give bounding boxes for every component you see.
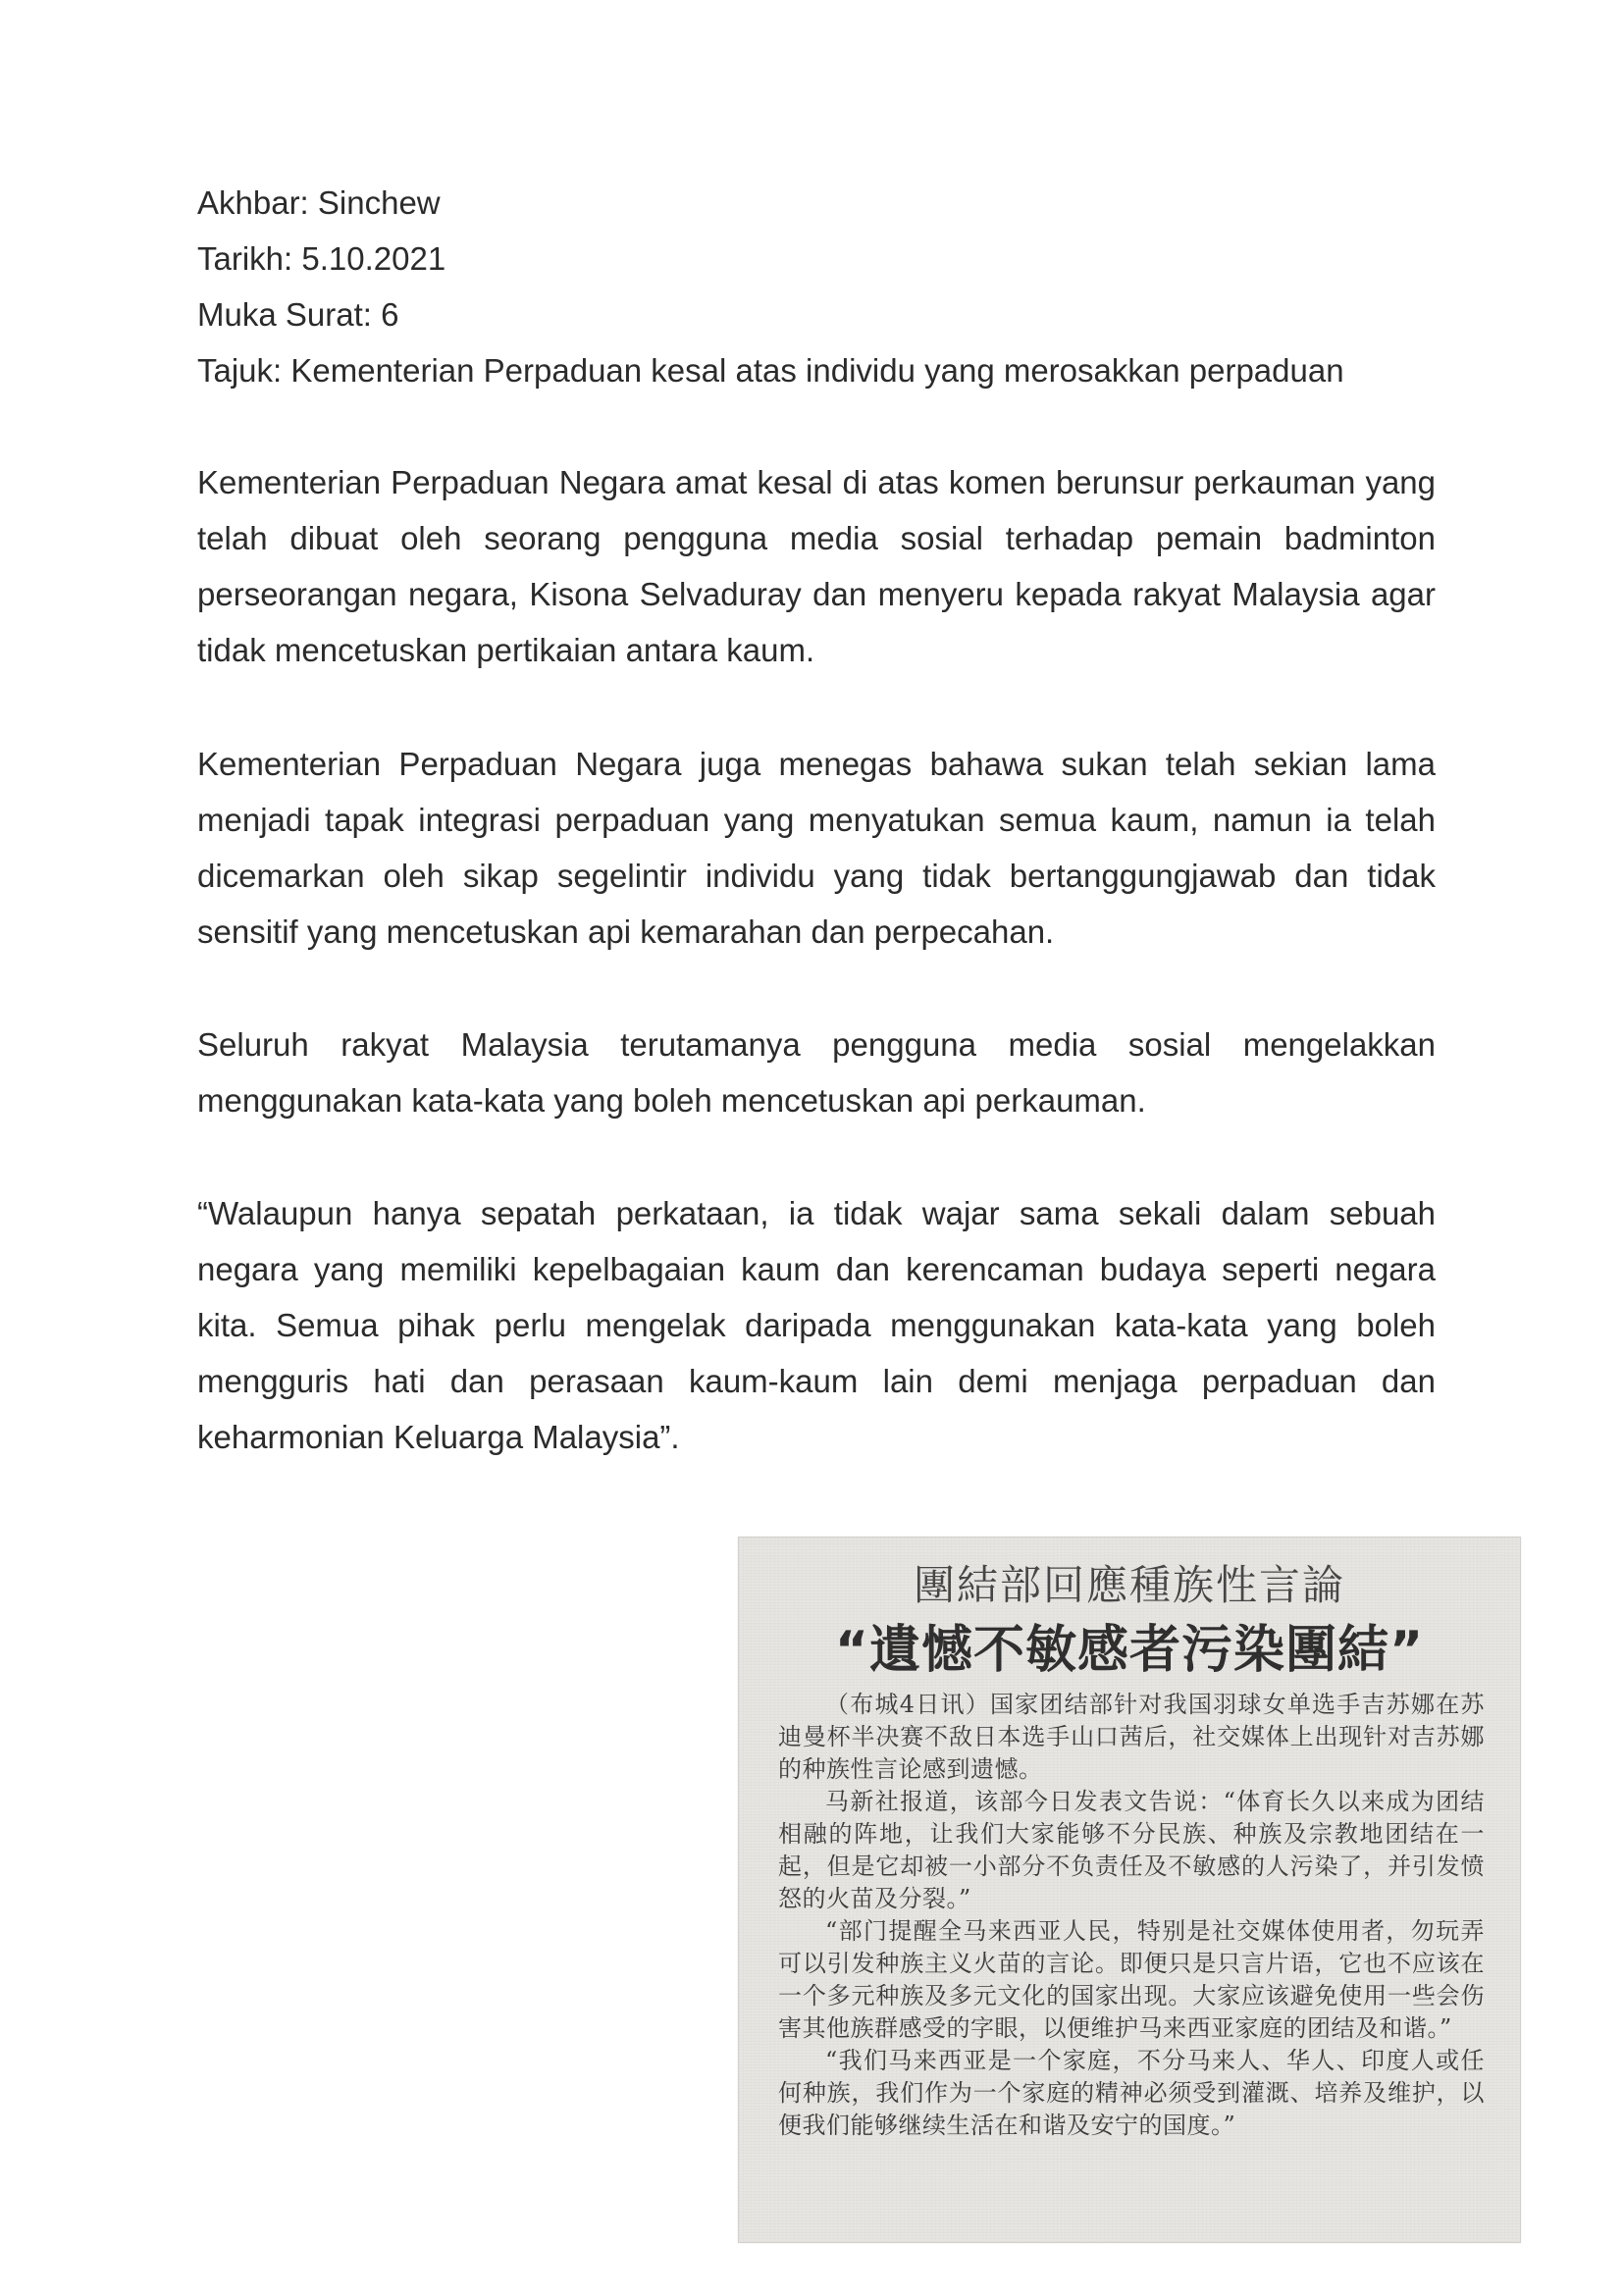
document-metadata	[197, 175, 1434, 398]
newspaper-clipping	[738, 1537, 1521, 2243]
clipping-paragraph-4: “我们马来西亚是一个家庭，不分马来人、华人、印度人或任何种族，我们作为一个家庭的精神必须受到灌溉、培养及维护，以便我们能够继续生活在和谐及安宁的国度。”	[778, 2047, 1485, 2139]
muka-surat-line: Muka Surat: 6	[197, 296, 399, 333]
body-paragraph-3: Seluruh rakyat Malaysia terutamanya pengguna media sosial mengelakkan menggunakan kata-kata yang boleh mencetuskan api perkauman.	[197, 1026, 1436, 1119]
clipping-paragraph-3: “部门提醒全马来西亚人民，特别是社交媒体使用者，勿玩弄可以引发种族主义火苗的言论。即便只是只言片语，它也不应该在一个多元种族及多元文化的国家出现。大家应该避免使用一些会伤害其他族群感受的字眼，以便维护马来西亚家庭的团结及和谐。”	[778, 1917, 1485, 2042]
clipping-paragraph-1: （布城4日讯）国家团结部针对我国羽球女单选手吉苏娜在苏迪曼杯半决赛不敌日本选手山口茜后，社交媒体上出现针对吉苏娜的种族性言论感到遗憾。	[778, 1691, 1485, 1783]
clipping-body	[778, 1689, 1485, 2142]
clipping-paragraph-2: 马新社报道，该部今日发表文告说：“体育长久以来成为团结相融的阵地，让我们大家能够不分民族、种族及宗教地团结在一起，但是它却被一小部分不负责任及不敏感的人污染了，并引发愤怒的火苗及分裂。”	[778, 1788, 1485, 1912]
clipping-headline-top: 團結部回應種族性言論	[913, 1561, 1345, 1609]
body-paragraph-2: Kementerian Perpaduan Negara juga menegas bahawa sukan telah sekian lama menjadi tapak integrasi perpaduan yang menyatukan semua kaum, namun ia telah dicemarkan oleh sikap segelintir individu yang tidak bertanggungjawab dan tidak sensitif yang mencetuskan api kemarahan dan perpecahan.	[197, 746, 1436, 950]
akhbar-line: Akhbar: Sinchew	[197, 184, 441, 221]
tajuk-line: Tajuk: Kementerian Perpaduan kesal atas individu yang merosakkan perpaduan	[197, 352, 1344, 389]
clipping-headline-main: “遺憾不敏感者污染團結”	[834, 1621, 1425, 1680]
tarikh-line: Tarikh: 5.10.2021	[197, 240, 446, 277]
body-paragraph-1: Kementerian Perpaduan Negara amat kesal di atas komen berunsur perkauman yang telah dibuat oleh seorang pengguna media sosial terhadap pemain badminton perseorangan negara, Kisona Selvaduray dan menyeru kepada rakyat Malaysia agar tidak mencetuskan pertikaian antara kaum.	[197, 464, 1436, 668]
body-paragraph-4: “Walaupun hanya sepatah perkataan, ia tidak wajar sama sekali dalam sebuah negara yang memiliki kepelbagaian kaum dan kerencaman budaya seperti negara kita. Semua pihak perlu mengelak daripada menggunakan kata-kata yang boleh mengguris hati dan perasaan kaum-kaum lain demi menjaga perpaduan dan keharmonian Keluarga Malaysia”.	[197, 1195, 1436, 1455]
